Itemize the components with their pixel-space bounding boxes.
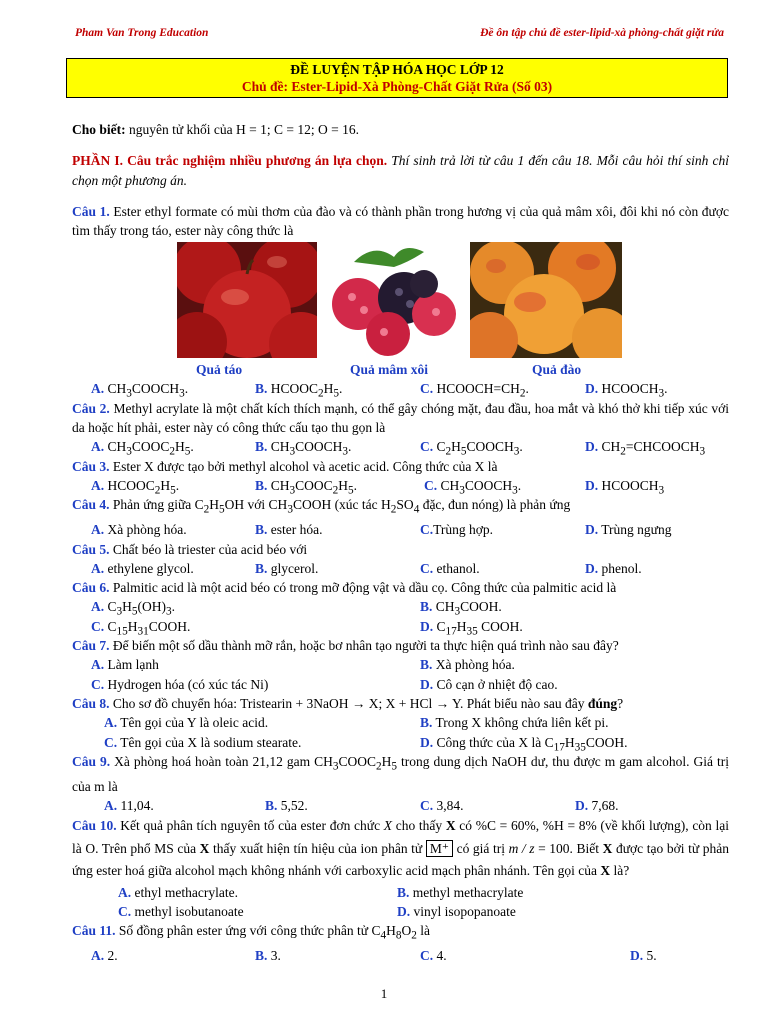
question-number: Câu 1. <box>72 203 110 219</box>
option-b[interactable]: B. $CH_3COOCH_3$. <box>255 439 352 459</box>
caption-peach: Quả đào <box>532 362 582 378</box>
q10-options-cd <box>72 902 729 921</box>
molecular-ion: M⁺ <box>426 840 453 857</box>
part1-heading <box>72 151 729 190</box>
option-d[interactable]: D. Công thức của X là $C_{17}H_{35}COOH$. <box>420 734 628 754</box>
option-d[interactable]: D. 5. <box>630 948 657 964</box>
question-10: Câu 10. Kết quả phân tích nguyên tố của ester đơn chức X cho thấy X có %C = 60%, %H = 8% (về khối lượng), còn lại là O. Trên phổ MS của X thấy xuất hiện tín hiệu của ion phân tử M⁺ có giá trị m / z = 100. Biết X được tạo bởi từ phản ứng ester hoá giữa alcohol mạch không nhánh với carboxylic acid mạch phân nhánh. Tên gọi của X là? <box>72 818 729 879</box>
header-left: Pham Van Trong Education <box>75 27 209 39</box>
option-c[interactable]: C. $HCOOCH=CH_2$. <box>420 381 529 401</box>
question-9: Câu 9. Xà phòng hoá hoàn toàn 21,12 gam $CH_3COOC_2H_5$ trong dung dịch NaOH dư, thu được m gam alcohol. Giá trị của m là <box>72 753 729 794</box>
q1-options <box>72 379 729 401</box>
option-a[interactable]: A. 11,04. <box>104 798 154 814</box>
question-text: Để biến một số dầu thành mỡ rắn, hoặc bơ nhân tạo người ta thực hiện quá trình nào sau đây? <box>109 638 619 654</box>
question-number: Câu 4. <box>72 497 110 513</box>
question-text: Palmitic acid là một acid béo có trong mỡ động vật và dầu cọ. Công thức của palmitic acid là <box>109 580 617 596</box>
option-b[interactable]: B. $CH_3COOH$. <box>420 599 502 619</box>
option-d[interactable]: D. vinyl isopopanoate <box>397 904 516 920</box>
option-d[interactable]: D. $CH_2=CHCOOCH_3$ <box>585 439 706 459</box>
option-d[interactable]: D. 7,68. <box>575 798 619 814</box>
q2-options <box>72 437 729 459</box>
fruit-images <box>72 242 729 360</box>
q3-options <box>72 476 729 495</box>
option-b[interactable]: B. Xà phòng hóa. <box>420 657 515 673</box>
q8-options-cd <box>72 733 729 752</box>
question-8: Câu 8. Cho sơ đồ chuyển hóa: Tristearin + 3NaOH → X; X + HCl → Y. Phát biểu nào sau đây đúng? <box>72 695 624 711</box>
option-d[interactable]: D. Cô cạn ở nhiệt độ cao. <box>420 676 558 692</box>
question-number: Câu 9. <box>72 753 111 769</box>
option-a[interactable]: A. Xà phòng hóa. <box>91 522 187 538</box>
q4-options <box>72 520 729 539</box>
caption-raspberry: Quả mâm xôi <box>350 362 429 378</box>
question-5 <box>72 540 729 559</box>
question-number: Câu 2. <box>72 400 110 416</box>
question-text: Cho sơ đồ chuyển hóa: Tristearin + 3NaOH → X; X + HCl → Y. Phát biểu nào sau đây <box>109 695 588 711</box>
given-text: nguyên tử khối của H = 1; C = 12; O = 16. <box>125 122 360 137</box>
question-text: Ester ethyl formate có mùi thơm của đào và có thành phần trong hương vị của quả mâm xôi, đôi khi nó còn được tìm thấy trong táo, ester này công thức là <box>72 203 730 239</box>
option-b[interactable]: B. $HCOOC_2H_5$. <box>255 381 343 401</box>
header-right: Đề ôn tập chủ đề ester-lipid-xà phòng-chất giặt rửa <box>480 27 724 39</box>
option-c[interactable]: C.Trùng hợp. <box>420 522 494 538</box>
option-c[interactable]: C. $CH_3COOCH_3$. <box>424 477 522 497</box>
option-a[interactable]: A. ethyl methacrylate. <box>118 884 238 900</box>
option-c[interactable]: C. $C_{15}H_{31}COOH$. <box>91 618 191 638</box>
q7-options-ab <box>72 655 729 674</box>
q9-options <box>72 796 729 815</box>
given-line <box>72 120 729 139</box>
option-a[interactable]: A. $C_3H_5(OH)_3$. <box>91 599 176 619</box>
question-number: Câu 8. <box>72 695 110 711</box>
raspberry-image <box>324 242 462 358</box>
peach-image <box>470 242 622 358</box>
question-number: Câu 11. <box>72 923 116 939</box>
option-d[interactable]: D. phenol. <box>585 560 642 576</box>
option-b[interactable]: B. $CH_3COOC_2H_5$. <box>255 477 358 497</box>
question-6 <box>72 578 729 597</box>
part1-instruction: Thí sinh trả lời từ câu 1 đến câu 18. Mỗi câu hỏi thí sinh chỉ chọn một phương án. <box>72 153 729 188</box>
option-c[interactable]: C. ethanol. <box>420 560 480 576</box>
option-b[interactable]: B. Trong X không chứa liên kết pi. <box>420 715 609 731</box>
fruit-captions <box>72 360 729 379</box>
option-c[interactable]: C. Hydrogen hóa (có xúc tác Ni) <box>91 676 269 692</box>
question-text: Ester X được tạo bởi methyl alcohol và acetic acid. Công thức của X là <box>109 458 498 474</box>
option-c[interactable]: C. 3,84. <box>420 798 464 814</box>
caption-apple: Quả táo <box>196 362 243 378</box>
option-d[interactable]: D. $C_{17}H_{35}$ COOH. <box>420 618 523 638</box>
q8-options-ab <box>72 713 729 732</box>
question-4: Câu 4. Phản ứng giữa $C_2H_5OH$ với $CH_3COOH$ (xúc tác $H_2SO_4$ đặc, đun nóng) là phản ứng <box>72 497 571 516</box>
option-a[interactable]: A. $CH_3COOCH_3$. <box>91 381 189 401</box>
option-d[interactable]: D. $HCOOCH_3$ <box>585 477 665 497</box>
question-text: Chất béo là triester của acid béo với <box>109 541 308 557</box>
title-sub: Chủ đề: Ester-Lipid-Xà Phòng-Chất Giặt Rửa (Số 03) <box>241 79 553 94</box>
question-number: Câu 6. <box>72 580 110 596</box>
given-label: Cho biết: <box>72 122 126 137</box>
option-c[interactable]: C. Tên gọi của X là sodium stearate. <box>104 734 302 750</box>
question-number: Câu 10. <box>72 818 117 834</box>
option-a[interactable]: A. $CH_3COOC_2H_5$. <box>91 439 194 459</box>
option-b[interactable]: B. ester hóa. <box>255 522 323 538</box>
q10-options-ab <box>72 883 729 902</box>
option-c[interactable]: C. methyl isobutanoate <box>118 904 244 920</box>
document-body <box>72 120 729 966</box>
question-number: Câu 3. <box>72 458 110 474</box>
option-b[interactable]: B. methyl methacrylate <box>397 884 524 900</box>
title-box <box>66 58 728 98</box>
question-11: Câu 11. Số đồng phân ester ứng với công thức phân tử $C_4H_8O_2$ là <box>72 923 430 943</box>
q7-options-cd <box>72 675 729 694</box>
question-emphasis: đúng <box>587 695 618 711</box>
part1-label: PHẦN I. Câu trắc nghiệm nhiều phương án lựa chọn. <box>72 153 388 169</box>
option-a[interactable]: A. ethylene glycol. <box>91 560 194 576</box>
option-d[interactable]: D. Trùng ngưng <box>585 522 672 538</box>
q6-options-ab <box>72 597 729 619</box>
option-b[interactable]: B. glycerol. <box>255 560 319 576</box>
question-1 <box>72 202 729 241</box>
page-number: 1 <box>380 986 388 1001</box>
title-main: ĐỀ LUYỆN TẬP HÓA HỌC LỚP 12 <box>290 62 504 77</box>
q11-options <box>72 946 729 965</box>
option-c[interactable]: C. $C_2H_5COOCH_3$. <box>420 439 523 459</box>
question-2 <box>72 399 729 438</box>
option-b[interactable]: B. 3. <box>255 948 281 964</box>
question-number: Câu 5. <box>72 541 110 557</box>
option-d[interactable]: D. $HCOOCH_3$. <box>585 381 668 401</box>
question-number: Câu 7. <box>72 638 110 654</box>
option-a[interactable]: A. Tên gọi của Y là oleic acid. <box>104 715 269 731</box>
option-b[interactable]: B. 5,52. <box>265 798 308 814</box>
option-a[interactable]: A. Làm lạnh <box>91 657 159 673</box>
q5-options <box>72 559 729 578</box>
apple-image <box>177 242 317 358</box>
option-a[interactable]: A. $HCOOC_2H_5$. <box>91 477 180 497</box>
question-text: Methyl acrylate là một chất kích thích mạnh, có thể gây chóng mặt, đau đầu, hoa mắt và khó thở khi tiếp xúc với da hoặc hít phải, ester này có công thức cấu tạo thu gọn là <box>72 400 730 436</box>
option-c[interactable]: C. 4. <box>420 948 447 964</box>
option-a[interactable]: A. 2. <box>91 948 118 964</box>
q6-options-cd <box>72 617 729 636</box>
